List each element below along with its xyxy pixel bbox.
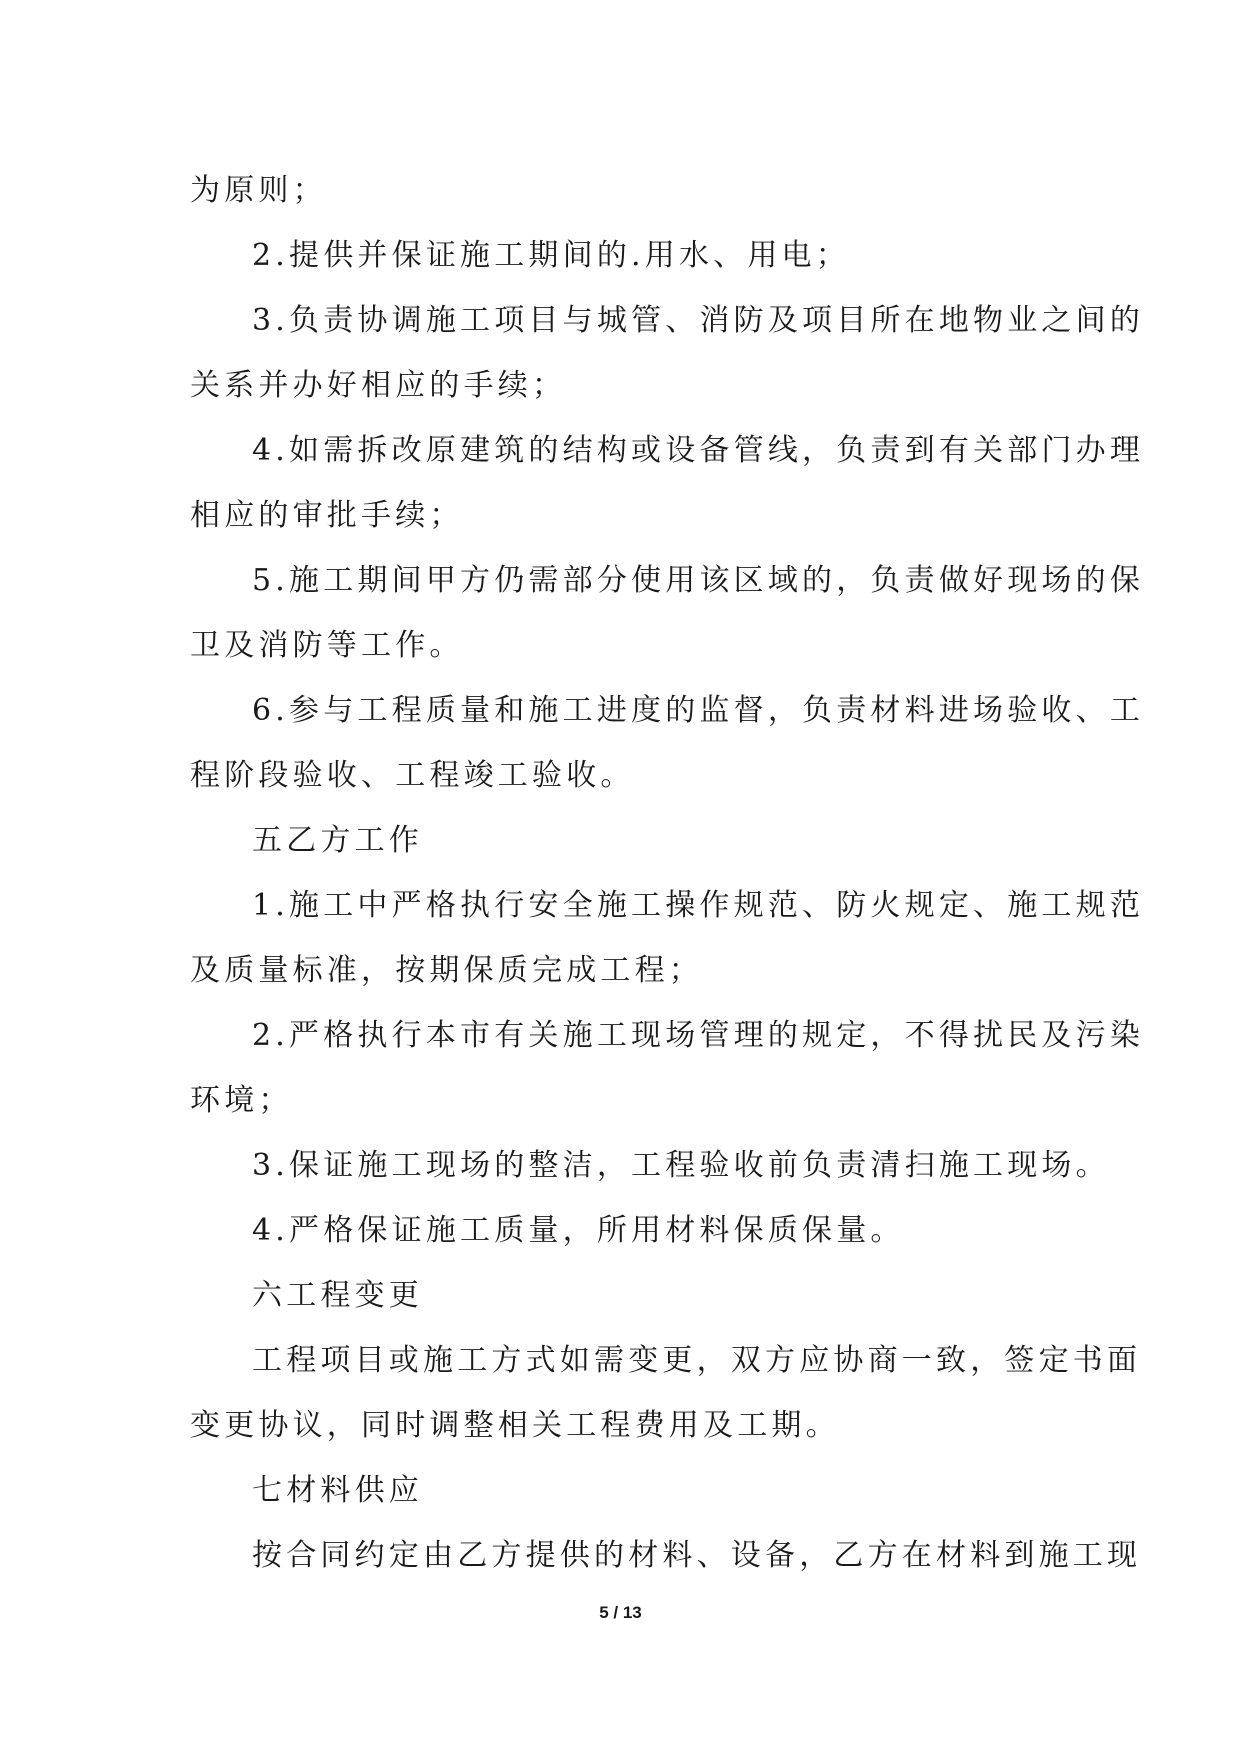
text-line: 4.如需拆改原建筑的结构或设备管线，负责到有关部门办理 xyxy=(252,433,1145,468)
text-line: 为原则； xyxy=(190,173,327,208)
text-line: 4.严格保证施工质量，所用材料保质保量。 xyxy=(252,1213,905,1248)
text-line: 环境； xyxy=(190,1083,293,1118)
text-line: 程阶段验收、工程竣工验收。 xyxy=(190,758,635,793)
text-line: 2.严格执行本市有关施工现场管理的规定，不得扰民及污染 xyxy=(252,1018,1145,1053)
text-line: 3.负责协调施工项目与城管、消防及项目所在地物业之间的 xyxy=(252,303,1145,338)
text-line: 及质量标准，按期保质完成工程； xyxy=(190,953,703,988)
text-line: 工程项目或施工方式如需变更，双方应协商一致，签定书面 xyxy=(252,1343,1142,1378)
page-number: 5 / 13 xyxy=(599,1603,642,1622)
document-body xyxy=(190,158,1145,1588)
text-line: 相应的审批手续； xyxy=(190,498,464,533)
text-line: 5.施工期间甲方仍需部分使用该区域的，负责做好现场的保 xyxy=(252,563,1145,598)
text-line: 2.提供并保证施工期间的.用水、用电； xyxy=(252,238,850,273)
text-line: 按合同约定由乙方提供的材料、设备，乙方在材料到施工现 xyxy=(252,1538,1142,1573)
text-line: 6.参与工程质量和施工进度的监督，负责材料进场验收、工 xyxy=(252,693,1145,728)
text-line: 七材料供应 xyxy=(252,1473,423,1508)
text-line: 五乙方工作 xyxy=(252,823,423,858)
text-line: 3.保证施工现场的整洁，工程验收前负责清扫施工现场。 xyxy=(252,1148,1110,1183)
text-line: 关系并办好相应的手续； xyxy=(190,368,567,403)
text-line: 变更协议，同时调整相关工程费用及工期。 xyxy=(190,1408,840,1443)
text-line: 六工程变更 xyxy=(252,1278,423,1313)
text-line: 1.施工中严格执行安全施工操作规范、防火规定、施工规范 xyxy=(252,888,1145,923)
text-line: 卫及消防等工作。 xyxy=(190,628,464,663)
